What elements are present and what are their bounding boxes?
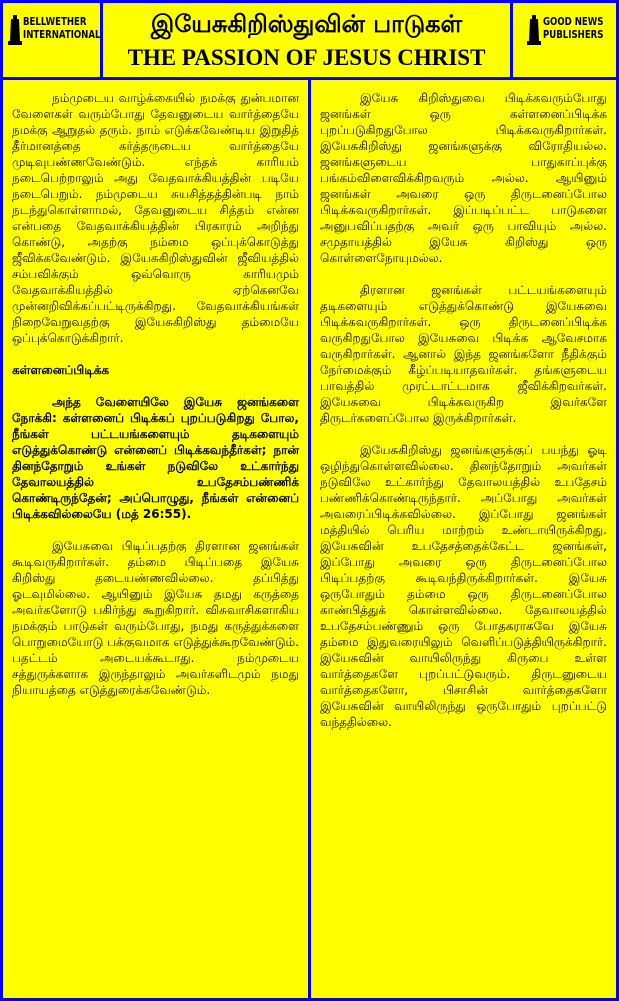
page-title-tamil: இயேசுகிறிஸ்துவின் பாடுகள் [150,10,463,38]
paragraph: நம்முடைய வாழ்க்கையில் நமக்கு துன்பமான வேளைகள் வரும்போது தேவனுடைய வார்த்தையே நமக்கு ஆறுதல் தரும். நாம் எடுக்கவேண்டிய இறுதித் தீர்மானத்தை கர்த்தருடைய வார்த்தையே முடிவுபண்ணவேண்டும். எந்தக் காரியம் நடைபெற்றாலும் அது வேதவாக்கியத்தின் படியே நடைபெறும். நம்முடைய சுயசித்தத்தின்படி நாம் நடந்துகொள்ளாமல், தேவனுடைய சித்தம் என்ன என்பதை வேதவாக்கியத்தின் பிரகாரம் அறிந்து கொண்டு, அதற்கு நம்மை ஒப்புக்கொடுத்து ஜீவிக்கவேண்டும். இயேசுகிறிஸ்துவின் ஜீவியத்தில் சம்பவிக்கும் ஒவ்வொரு காரியமும் வேதவாக்கியத்தில் ஏற்கெனவே முன்னறிவிக்கப்பட்டிருக்கிறது. வேதவாக்கியங்கள் நிறைவேறுவதற்கு இயேசுகிறிஸ்து தம்மையே ஒப்புக்கொடுக்கிறார். [12,91,299,345]
good-news-logo [513,3,616,77]
paragraph: திரளான ஜனங்கள் பட்டயங்களையும் தடிகளையும் எடுத்துக்கொண்டு இயேசுவை பிடிக்கவருகிறார்கள். ஒரு திருடனைப்பிடிக்க வருகிறதுபோல இயேசுவை பிடிக்க ஆவேசமாக வருகிறார்கள். ஆனால் இந்த ஜனங்களோ நீதிக்கும் நேர்மைக்கும் கீழ்ப்படியாதவர்கள். தங்களுடைய பாவத்தில் முரட்டாட்டமாக ஜீவிக்கிறவர்கள். இயேசுவை பிடிக்கவருகிற இவர்களே திருடர்களைப்போல இருக்கிறார்கள். [320,283,607,425]
good-news-logo-text: GOOD NEWS PUBLISHERS [543,15,604,41]
header-title-box [103,3,510,77]
left-column [3,80,308,998]
section-heading: கள்ளனைப்பிடிக்க [12,363,110,377]
paragraph: இயேசு கிறிஸ்துவை பிடிக்கவரும்போது ஜனங்கள் ஒரு கள்ளனைப்பிடிக்க புறப்படுகிறதுபோல பிடிக்கவருகிறார்கள். இயேசுகிறிஸ்து ஜனங்களுக்கு விரோதியல்ல. ஜனங்களுடைய பாதுகாப்புக்கு பங்கம்விளைவிக்கிறவரும் அல்ல. ஆயினும் ஜனங்கள் அவரை ஒரு திருடனைப்போல பிடிக்கவருகிறார்கள். இப்படிப்பட்ட பாடுகளை அனுபவிப்பதற்கு அவர் ஒரு பாவியும் அல்ல. சமுதாயத்தில் இயேசு கிறிஸ்து ஒரு கொள்ளைநோயுமல்ல. [320,91,607,265]
paragraph: இயேசுவை பிடிப்பதற்கு திரளான ஜனங்கள் கூடிவருகிறார்கள். தம்மை பிடிப்பதை இயேசு கிறிஸ்து தடையண்ணவில்லை. தப்பித்து ஓடவுமில்லை. ஆயினும் இயேசு தமது கருத்தை அவர்களோடு பகிர்ந்து கூறுகிறார். விசுவாசிகளாகிய நமக்கும் பாடுகள் வரும்போது, நமது கருத்துக்களை பொறுமையோடு பக்குவமாக எடுத்துக்கூறவேண்டும். பதட்டம் அடையக்கூடாது. நம்முடைய சத்துருக்களாக இருந்தாலும் அவர்களிடமும் நமது நியாயத்தை எடுத்துரைக்கவேண்டும். [12,539,299,697]
paragraph: இயேசுகிறிஸ்து ஜனங்களுக்குப் பயந்து ஓடி ஒழிந்துகொள்ளவில்லை. தினந்தோறும் அவர்கள் நடுவிலே உட்கார்ந்து தேவாலயத்தில் உபதேசம் பண்ணிக்கொண்டிருந்தார். அப்போது அவர்கள் அவரைப்பிடிக்கவில்லை. இப்போது ஜனங்கள் மத்தியில் பெரிய மாற்றம் உண்டாயிருக்கிறது. இயேசுவின் உபதேசத்தைக்கேட்ட ஜனங்கள், இப்போது அவரை ஒரு திருடனைப்போல பிடிப்பதற்கு கூடிவந்திருக்கிறார்கள். இயேசு ஒருபோதும் தம்மை ஒரு திருடனைப்போல காண்பித்துக் கொள்ளவில்லை. தேவாலயத்தில் உபதேசம்பண்ணும் ஒரு போதகராகவே இயேசு தம்மை இதுவரையிலும் வெளிப்படுத்தியிருக்கிறார். இயேசுவின் வாயிலிருந்து கிருபை உள்ள வார்த்தைகளே புறப்பட்டுவரும். திருடனுடைய வார்த்தைகளோ, பிசாசின் வார்த்தைகளோ இயேசுவின் வாயிலிருந்து ஒருபோதும் புறப்பட்டு வந்ததில்லை. [320,443,607,729]
bellwether-logo-text: BELLWETHER INTERNATIONAL [23,15,101,41]
page-title-english: THE PASSION OF JESUS CHRIST [127,45,486,70]
bell-tower-icon [527,15,541,45]
bell-tower-icon [8,15,22,45]
scripture-quote: அந்த வேளையிலே இயேசு ஜனங்களை நோக்கி: கள்ளனைப் பிடிக்கப் புறப்படுகிறது போல, நீங்கள் பட்டயங்களையும் தடிகளையும் எடுத்துக்கொண்டு என்னைப் பிடிக்கவந்தீர்கள்; நான் தினந்தோறும் உங்கள் நடுவிலே உட்கார்ந்து தேவாலயத்தில் உபதேசம்பண்ணிக் கொண்டிருந்தேன்; அப்பொழுது, நீங்கள் என்னைப் பிடிக்கவில்லையே (மத் 26:55). [12,395,299,521]
bellwether-logo [3,3,100,77]
right-column [311,80,616,998]
